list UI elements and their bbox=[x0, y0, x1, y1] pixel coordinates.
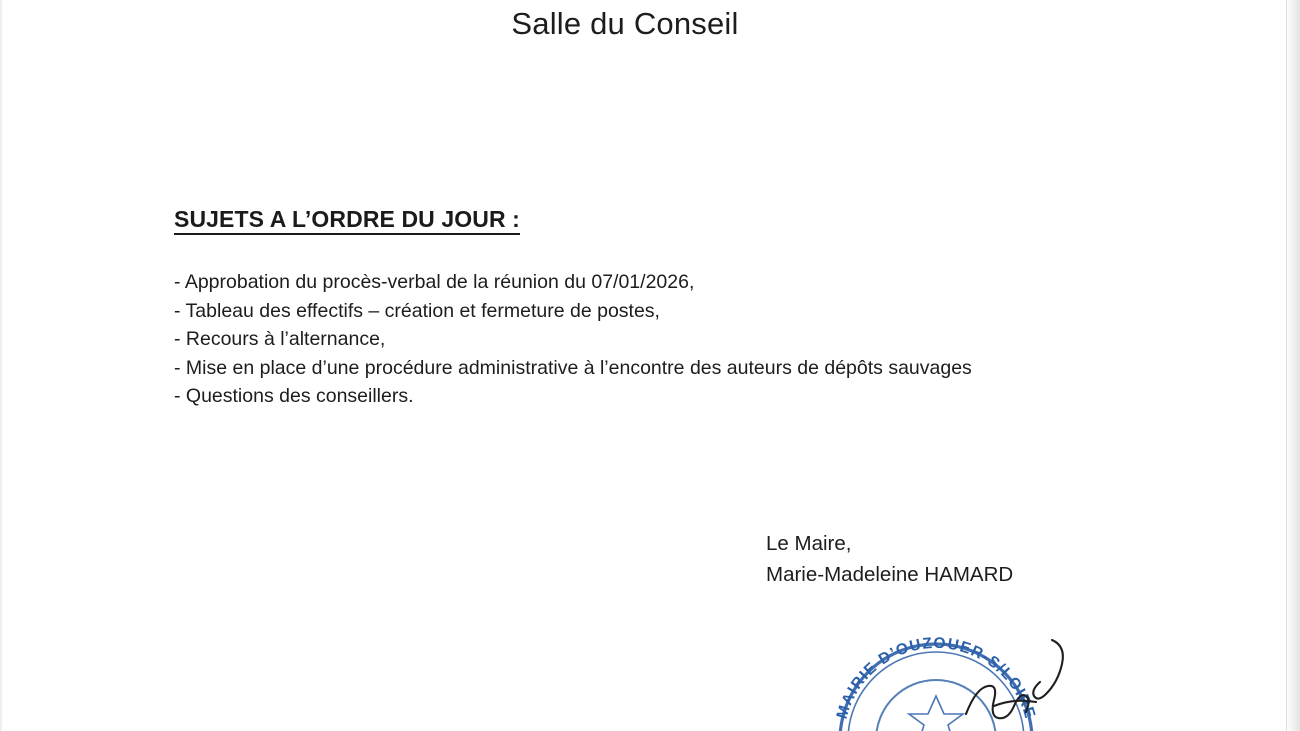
list-item: - Recours à l’alternance, bbox=[174, 328, 386, 350]
svg-text:MAIRIE D’OUZOUER-S/LOIRE: MAIRIE D’OUZOUER-S/LOIRE bbox=[833, 634, 1039, 721]
handwritten-signature-icon bbox=[940, 636, 1100, 731]
section-heading-agenda: SUJETS A L’ORDRE DU JOUR : bbox=[174, 206, 520, 235]
scan-edge-right bbox=[1286, 0, 1300, 731]
signature-block bbox=[766, 528, 1013, 590]
signature-role: Le Maire, bbox=[766, 532, 852, 555]
page-title: Salle du Conseil bbox=[511, 6, 739, 41]
list-item: - Mise en place d’une procédure administrative à l’encontre des auteurs de dépôts sauvages bbox=[174, 356, 972, 379]
signature-name: Marie-Madeleine HAMARD bbox=[766, 563, 1014, 586]
scan-edge-left bbox=[0, 0, 3, 731]
scan-edge-rule bbox=[1286, 0, 1287, 731]
list-item: - Approbation du procès-verbal de la réunion du 07/01/2026, bbox=[174, 271, 695, 293]
agenda-list bbox=[174, 268, 1174, 411]
list-item: - Tableau des effectifs – création et fermeture de postes, bbox=[174, 299, 660, 322]
list-item: - Questions des conseillers. bbox=[174, 385, 414, 407]
